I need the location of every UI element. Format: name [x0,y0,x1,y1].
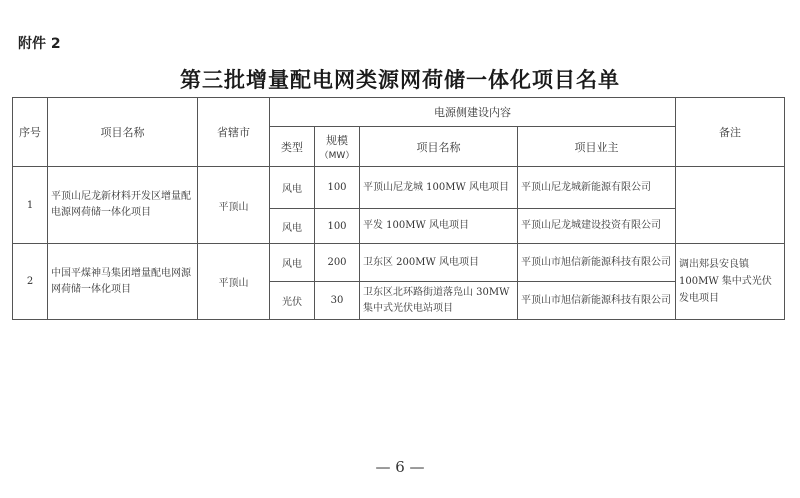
attachment-label: 附件 2 [18,36,61,52]
row-project-name: 平顶山尼龙新材料开发区增量配电源网荷储一体化项目 [48,167,198,244]
row-city: 平顶山 [198,167,270,244]
row-seq: 2 [13,244,48,320]
item-type: 光伏 [270,282,315,320]
row-remark: 调出郏县安良镇100MW 集中式光伏发电项目 [676,244,785,320]
page-title: 第三批增量配电网类源网荷储一体化项目名单 [180,68,620,92]
header-scale [315,127,360,167]
header-group: 电源侧建设内容 [270,98,676,127]
header-remark: 备注 [676,98,785,167]
item-owner: 平顶山尼龙城新能源有限公司 [518,167,676,209]
row-project-name: 中国平煤神马集团增量配电网源网荷储一体化项目 [48,244,198,320]
item-type: 风电 [270,167,315,209]
header-scale-label: 规模 [326,134,348,147]
page-number: — 6 — [375,458,425,476]
item-owner: 平顶山市旭信新能源科技有限公司 [518,282,676,320]
project-table [12,97,785,320]
item-type: 风电 [270,209,315,244]
item-scale: 100 [315,209,360,244]
item-scale: 100 [315,167,360,209]
row-seq: 1 [13,167,48,244]
item-name: 卫东区北环路街道落凫山 30MW 集中式光伏电站项目 [360,282,518,320]
header-owner: 项目业主 [518,127,676,167]
header-sub-name: 项目名称 [360,127,518,167]
header-seq: 序号 [13,98,48,167]
item-name: 卫东区 200MW 风电项目 [360,244,518,282]
item-scale: 30 [315,282,360,320]
table-row [13,167,785,209]
header-row [13,98,785,127]
row-city: 平顶山 [198,244,270,320]
item-name: 平发 100MW 风电项目 [360,209,518,244]
item-scale: 200 [315,244,360,282]
table-row [13,244,785,282]
item-owner: 平顶山市旭信新能源科技有限公司 [518,244,676,282]
header-type: 类型 [270,127,315,167]
header-project-name: 项目名称 [48,98,198,167]
item-type: 风电 [270,244,315,282]
row-remark [676,167,785,244]
item-name: 平顶山尼龙城 100MW 风电项目 [360,167,518,209]
header-scale-unit: （MW） [319,151,355,161]
item-owner: 平顶山尼龙城建设投资有限公司 [518,209,676,244]
header-city: 省辖市 [198,98,270,167]
